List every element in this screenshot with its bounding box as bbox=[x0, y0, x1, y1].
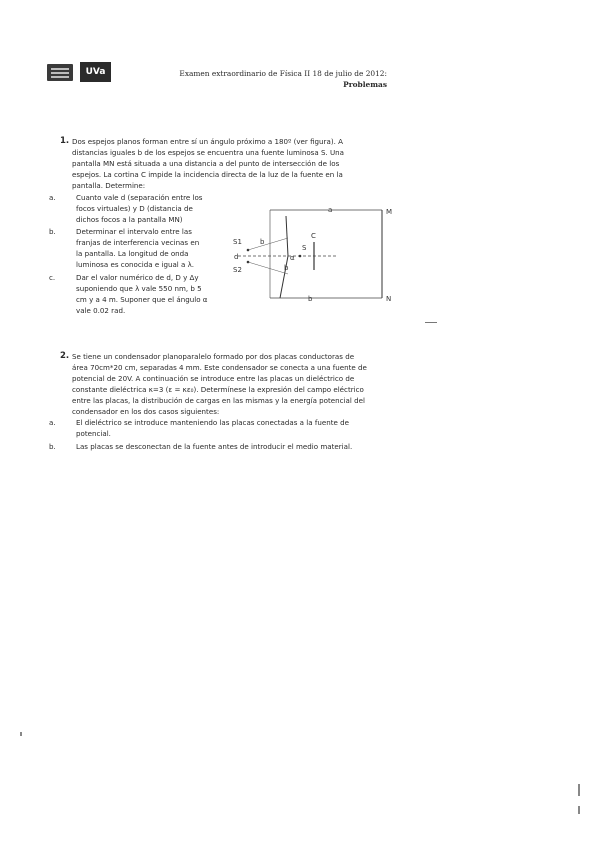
item-label: a. bbox=[49, 418, 56, 427]
problem-1-item-a bbox=[49, 193, 236, 226]
problem-2-line: potencial de 20V. A continuación se introduce entre las placas un dieléctrico de bbox=[72, 373, 355, 383]
problem-1-line: pantalla. Determine: bbox=[72, 180, 146, 190]
item-line: Cuanto vale d (separación entre los bbox=[76, 193, 203, 202]
label-alpha: α bbox=[290, 254, 295, 262]
problem-2-line: entre las placas, la distribución de cargas en las mismas y la energía potencial del bbox=[72, 395, 365, 405]
label-S1: S1 bbox=[233, 238, 242, 246]
problem-2-line: área 70cm*20 cm, separadas 4 mm. Este condensador se conecta a una fuente de bbox=[72, 362, 367, 372]
label-b-top: b bbox=[260, 238, 265, 246]
institution-logo bbox=[47, 64, 73, 81]
problem-1-line: pantalla MN está situada a una distancia a del punto de intersección de los bbox=[72, 158, 340, 168]
item-line: dichos focos a la pantalla MN) bbox=[76, 214, 183, 224]
problem-1-line: espejos. La cortina C impide la incidencia directa de la luz de la fuente en la bbox=[72, 169, 343, 179]
problem-2-item-a bbox=[49, 418, 390, 440]
stray-mark bbox=[425, 322, 437, 323]
label-S2: S2 bbox=[233, 266, 242, 274]
label-b-small: b bbox=[284, 264, 289, 272]
item-line: la pantalla. La longitud de onda bbox=[76, 248, 189, 258]
label-b-bottom: b bbox=[308, 295, 313, 303]
problem-1-number: 1. bbox=[60, 136, 70, 146]
mirror-bottom bbox=[280, 256, 288, 298]
item-line: franjas de interferencia vecinas en bbox=[76, 237, 200, 247]
uva-logo-text: UVa bbox=[85, 67, 106, 77]
item-label: c. bbox=[49, 273, 56, 282]
label-S: S bbox=[302, 244, 307, 252]
source-S bbox=[299, 255, 302, 258]
problem-2-line: condensador en los dos casos siguientes: bbox=[72, 406, 220, 416]
problem-1-statement bbox=[72, 137, 388, 192]
exam-title: Examen extraordinario de Física II 18 de julio de 2012: bbox=[179, 69, 387, 78]
problem-2-item-b bbox=[49, 442, 390, 453]
mirror-top bbox=[286, 216, 288, 256]
item-line: suponiendo que λ vale 550 nm, b 5 bbox=[76, 283, 202, 293]
label-M: M bbox=[386, 208, 393, 216]
margin-mark bbox=[20, 732, 22, 736]
item-line: Determinar el intervalo entre las bbox=[76, 227, 192, 236]
item-line: potencial. bbox=[76, 428, 111, 438]
item-line: vale 0.02 rad. bbox=[76, 305, 126, 315]
margin-mark bbox=[578, 806, 580, 814]
item-line: Las placas se desconectan de la fuente antes de introducir el medio material. bbox=[76, 442, 353, 451]
item-label: b. bbox=[49, 442, 56, 451]
problem-1-line: Dos espejos planos forman entre sí un ángulo próximo a 180º (ver figura). A bbox=[72, 137, 343, 146]
item-line: El dieléctrico se introduce manteniendo las placas conectadas a la fuente de bbox=[76, 418, 349, 427]
problem-1-line: distancias iguales b de los espejos se encuentra una fuente luminosa S. Una bbox=[72, 147, 345, 157]
label-N: N bbox=[386, 295, 392, 303]
margin-mark bbox=[578, 784, 580, 796]
item-line: luminosa es conocida e igual a λ. bbox=[76, 259, 195, 269]
problem-1-item-c bbox=[49, 273, 236, 317]
exam-header bbox=[147, 68, 387, 90]
mirrors-figure bbox=[228, 198, 408, 310]
item-line: Dar el valor numérico de d, D y Δy bbox=[76, 273, 199, 282]
item-label: a. bbox=[49, 193, 56, 202]
label-C: C bbox=[311, 232, 316, 240]
label-d: d bbox=[234, 253, 239, 261]
label-a: a bbox=[328, 206, 333, 214]
item-label: b. bbox=[49, 227, 56, 236]
exam-subtitle: Problemas bbox=[343, 80, 387, 89]
item-line: cm y a 4 m. Suponer que el ángulo α bbox=[76, 294, 208, 304]
problem-2-line: Se tiene un condensador planoparalelo formado por dos placas conductoras de bbox=[72, 352, 355, 361]
problem-2-statement bbox=[72, 352, 390, 417]
item-line: focos virtuales) y D (distancia de bbox=[76, 203, 193, 213]
problem-2-line: constante dieléctrica κ=3 (ε = κε₀). Determínese la expresión del campo eléctrico bbox=[72, 384, 364, 394]
problem-2-number: 2. bbox=[60, 351, 70, 361]
uva-logo bbox=[80, 62, 111, 82]
